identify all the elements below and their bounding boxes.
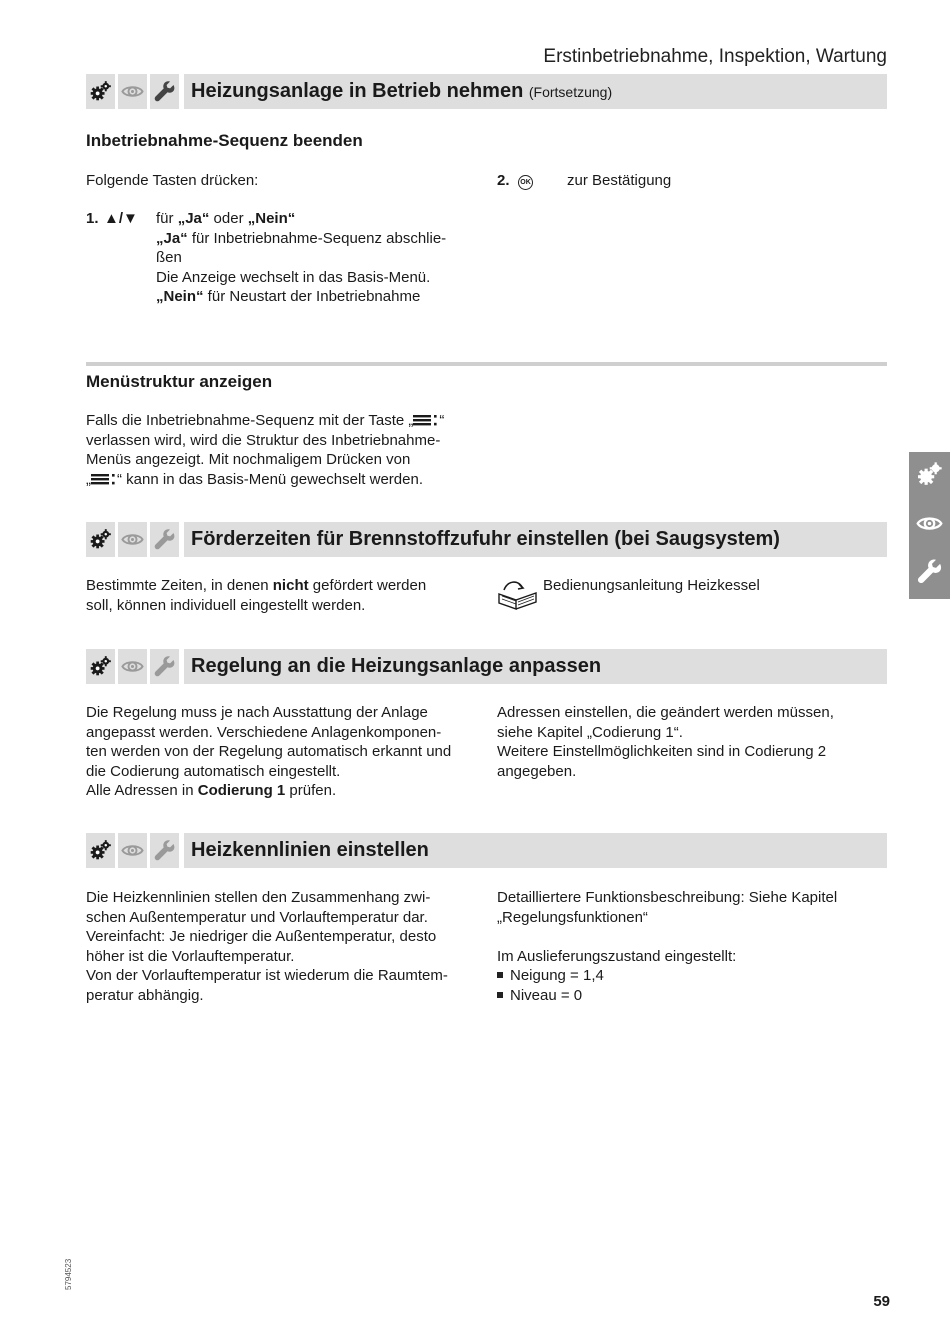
gears-icon [916, 461, 943, 488]
foerderzeiten-text [86, 576, 486, 615]
page-number: 59 [873, 1293, 890, 1310]
subheading-menustruktur: Menüstruktur anzeigen [86, 372, 273, 391]
text-line: Die Regelung muss je nach Ausstattung der Anlage [86, 704, 428, 721]
text-line: die Codierung automatisch eingestellt. [86, 762, 341, 780]
chapter-title: Erstinbetriebnahme, Inspektion, Wartung [543, 46, 887, 67]
bullet-icon [497, 992, 503, 998]
regelung-left-text [86, 703, 486, 801]
section-header-heizungsanlage [86, 74, 887, 109]
maintenance-icon-box [150, 649, 179, 684]
section-header-heizkennlinien [86, 833, 887, 868]
commissioning-icon-box [86, 522, 115, 557]
heizkennlinien-left-text [86, 888, 486, 1005]
text-line: Menüs angezeigt. Mit nochmaligem Drücken von [86, 451, 411, 468]
eye-icon [121, 839, 144, 862]
step1-line: für „Ja“ oder „Nein“ [156, 210, 296, 227]
inspection-icon-box [118, 649, 147, 684]
text-line: Bestimmte Zeiten, in denen nicht gefördert werden [86, 577, 427, 594]
section-title: Heizungsanlage in Betrieb nehmen (Fortsetzung) [191, 80, 613, 102]
up-down-keys: ▲/▼ [104, 210, 138, 227]
text-line: angegeben. [497, 762, 577, 780]
delivery-label: Im Auslieferungszustand eingestellt: [497, 947, 737, 965]
text-line: verlassen wird, wird die Struktur des Inbetriebnahme- [86, 431, 441, 449]
gears-icon [89, 655, 112, 678]
section-title: Förderzeiten für Brennstoffzufuhr einstellen (bei Saugsystem) [191, 528, 780, 550]
regelung-right-text [497, 703, 887, 781]
text-line: Vereinfacht: Je niedriger die Außentemperatur, desto [86, 928, 437, 945]
text-line: Alle Adressen in Codierung 1 prüfen. [86, 782, 337, 799]
menu-key-icon [91, 473, 117, 485]
maintenance-icon-box [150, 74, 179, 109]
text-line: siehe Kapitel „Codierung 1“. [497, 723, 683, 741]
eye-icon [121, 655, 144, 678]
text-line: ten werden von der Regelung automatisch erkannt und [86, 743, 452, 760]
commissioning-icon-box [86, 833, 115, 868]
maintenance-icon-box [150, 522, 179, 557]
menu-key-icon [413, 414, 439, 426]
inspection-icon-box [118, 833, 147, 868]
commissioning-icon-box [86, 649, 115, 684]
step1-text [156, 209, 486, 307]
wrench-icon [153, 528, 176, 551]
section-divider [86, 362, 887, 366]
title-suffix: (Fortsetzung) [528, 84, 613, 100]
step2-number: 2. [497, 172, 510, 189]
section-title: Regelung an die Heizungsanlage anpassen [191, 655, 602, 677]
text-line: peratur abhängig. [86, 986, 204, 1004]
eye-icon [121, 528, 144, 551]
step1-line: ßen [156, 249, 182, 266]
intro-text: Folgende Tasten drücken: [86, 172, 259, 189]
svg-text:5794523: 5794523 [64, 1258, 73, 1290]
document-number [61, 1250, 75, 1290]
side-tab [909, 452, 950, 599]
inspection-icon-box [118, 522, 147, 557]
menustruktur-text [86, 411, 486, 489]
text-line: „Regelungsfunktionen“ [497, 908, 648, 926]
wrench-icon [153, 80, 176, 103]
section-header-foerderzeiten [86, 522, 887, 557]
text-line: Die Heizkennlinien stellen den Zusammenhang zwi- [86, 889, 431, 906]
bullet-icon [497, 972, 503, 978]
step1-line: „Ja“ für Inbetriebnahme-Sequenz abschlie- [156, 229, 447, 247]
eye-icon [916, 510, 943, 537]
delivery-item: Neigung = 1,4 [497, 966, 887, 986]
inspection-icon-box [118, 74, 147, 109]
eye-icon [121, 80, 144, 103]
wrench-icon [153, 839, 176, 862]
step1-line: Die Anzeige wechselt in das Basis-Menü. [156, 268, 431, 286]
step1-line: „Nein“ für Neustart der Inbetriebnahme [156, 288, 421, 305]
manual-book-icon [496, 578, 540, 612]
step1-number: 1. [86, 210, 99, 227]
text-line: höher ist die Vorlauftemperatur. [86, 947, 295, 965]
delivery-item: Niveau = 0 [497, 986, 887, 1006]
gears-icon [89, 80, 112, 103]
text-line: Weitere Einstellmöglichkeiten sind in Codierung 2 [497, 743, 827, 760]
wrench-icon [916, 558, 943, 585]
text-line: Von der Vorlauftemperatur ist wiederum die Raumtem- [86, 967, 448, 984]
gears-icon [89, 528, 112, 551]
subheading-sequenz-beenden: Inbetriebnahme-Sequenz beenden [86, 131, 363, 150]
wrench-icon [153, 655, 176, 678]
text-line: angepasst werden. Verschiedene Anlagenkomponen- [86, 723, 442, 741]
text-line: schen Außentemperatur und Vorlauftemperatur dar. [86, 908, 428, 926]
maintenance-icon-box [150, 833, 179, 868]
manual-reference: Bedienungsanleitung Heizkessel [543, 577, 760, 594]
section-header-regelung [86, 649, 887, 684]
text-line: soll, können individuell eingestellt werden. [86, 596, 366, 614]
text-line: „ “ kann in das Basis-Menü gewechselt werden. [86, 470, 423, 488]
ok-key-icon: OK [518, 171, 533, 191]
text-line: Adressen einstellen, die geändert werden müssen, [497, 704, 834, 721]
section-title: Heizkennlinien einstellen [191, 839, 429, 861]
heizkennlinien-right-text [497, 888, 887, 1005]
commissioning-icon-box [86, 74, 115, 109]
text-line: Falls die Inbetriebnahme-Sequenz mit der Taste „ “ [86, 412, 445, 429]
text-line: Detailliertere Funktionsbeschreibung: Siehe Kapitel [497, 889, 838, 906]
step2-text: zur Bestätigung [567, 172, 672, 189]
gears-icon [89, 839, 112, 862]
